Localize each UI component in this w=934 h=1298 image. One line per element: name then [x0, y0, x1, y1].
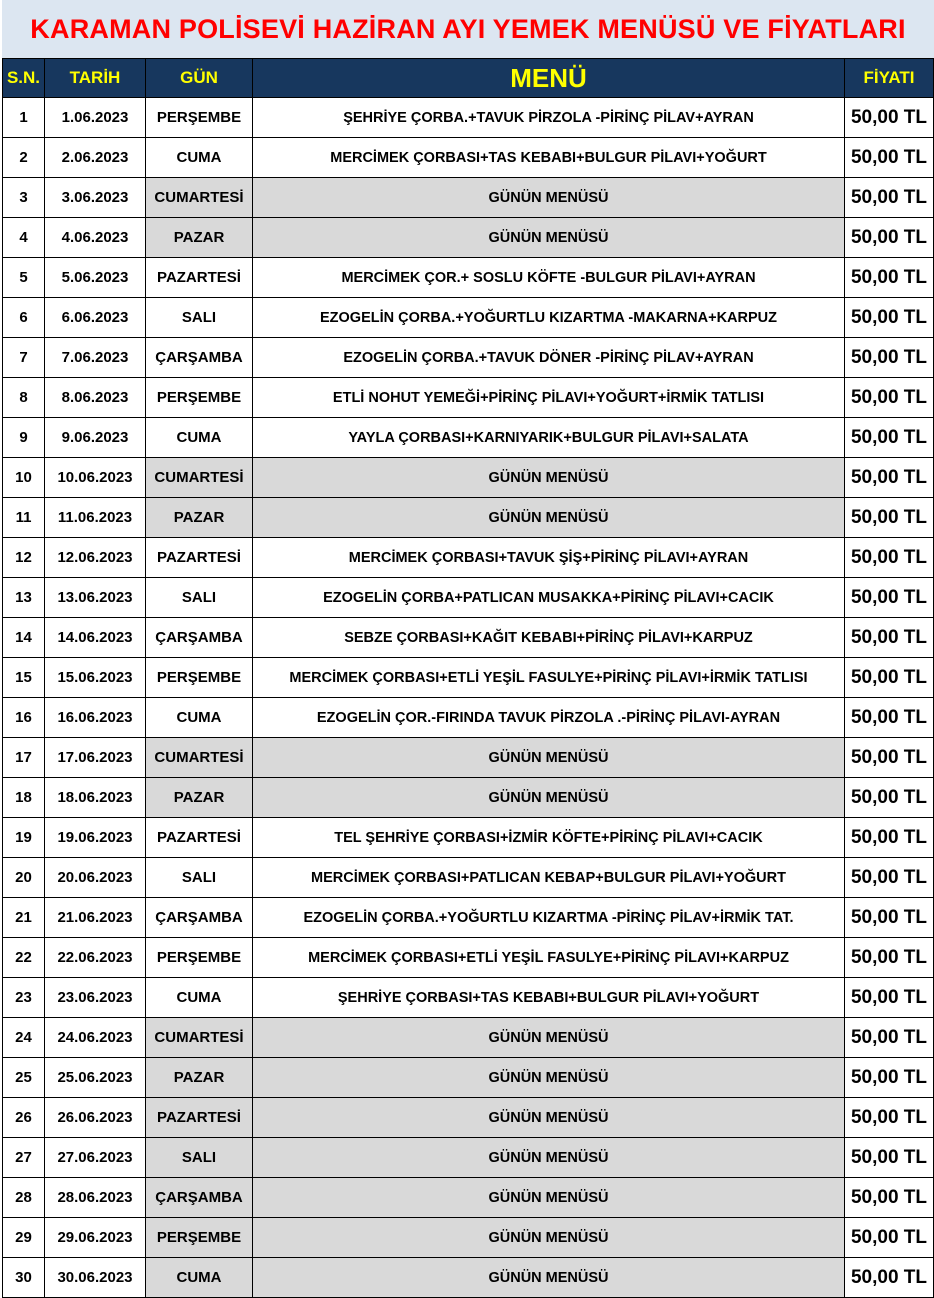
cell-day: ÇARŞAMBA — [146, 1178, 253, 1218]
cell-price: 50,00 TL — [845, 1138, 934, 1178]
cell-price: 50,00 TL — [845, 1018, 934, 1058]
cell-sn: 8 — [3, 378, 45, 418]
cell-menu: GÜNÜN MENÜSÜ — [253, 738, 845, 778]
table-row — [3, 658, 934, 698]
table-row — [3, 978, 934, 1018]
cell-price: 50,00 TL — [845, 418, 934, 458]
cell-price: 50,00 TL — [845, 338, 934, 378]
cell-price: 50,00 TL — [845, 1258, 934, 1298]
cell-date: 8.06.2023 — [45, 378, 146, 418]
cell-day: CUMARTESİ — [146, 458, 253, 498]
cell-menu: ŞEHRİYE ÇORBA.+TAVUK PİRZOLA -PİRİNÇ PİLAV+AYRAN — [253, 98, 845, 138]
cell-menu: GÜNÜN MENÜSÜ — [253, 178, 845, 218]
cell-date: 20.06.2023 — [45, 858, 146, 898]
cell-price: 50,00 TL — [845, 1098, 934, 1138]
cell-sn: 23 — [3, 978, 45, 1018]
cell-sn: 5 — [3, 258, 45, 298]
cell-day: PAZAR — [146, 1058, 253, 1098]
cell-day: PAZAR — [146, 498, 253, 538]
cell-sn: 18 — [3, 778, 45, 818]
cell-menu: ETLİ NOHUT YEMEĞİ+PİRİNÇ PİLAVI+YOĞURT+İRMİK TATLISI — [253, 378, 845, 418]
cell-menu: ŞEHRİYE ÇORBASI+TAS KEBABI+BULGUR PİLAVI+YOĞURT — [253, 978, 845, 1018]
table-row — [3, 1138, 934, 1178]
cell-price: 50,00 TL — [845, 378, 934, 418]
cell-price: 50,00 TL — [845, 218, 934, 258]
cell-date: 26.06.2023 — [45, 1098, 146, 1138]
cell-date: 23.06.2023 — [45, 978, 146, 1018]
cell-date: 6.06.2023 — [45, 298, 146, 338]
cell-day: PAZAR — [146, 218, 253, 258]
cell-menu: EZOGELİN ÇORBA+PATLICAN MUSAKKA+PİRİNÇ PİLAVI+CACIK — [253, 578, 845, 618]
header-date: TARİH — [45, 59, 146, 98]
cell-price: 50,00 TL — [845, 98, 934, 138]
cell-day: PERŞEMBE — [146, 1218, 253, 1258]
table-row — [3, 818, 934, 858]
cell-sn: 21 — [3, 898, 45, 938]
cell-day: CUMA — [146, 1258, 253, 1298]
cell-price: 50,00 TL — [845, 538, 934, 578]
cell-day: PERŞEMBE — [146, 378, 253, 418]
cell-day: PAZARTESİ — [146, 818, 253, 858]
cell-date: 4.06.2023 — [45, 218, 146, 258]
cell-date: 24.06.2023 — [45, 1018, 146, 1058]
cell-menu: EZOGELİN ÇORBA.+YOĞURTLU KIZARTMA -MAKARNA+KARPUZ — [253, 298, 845, 338]
cell-day: CUMARTESİ — [146, 1018, 253, 1058]
cell-sn: 2 — [3, 138, 45, 178]
cell-date: 2.06.2023 — [45, 138, 146, 178]
cell-sn: 30 — [3, 1258, 45, 1298]
cell-date: 14.06.2023 — [45, 618, 146, 658]
cell-date: 28.06.2023 — [45, 1178, 146, 1218]
cell-date: 10.06.2023 — [45, 458, 146, 498]
cell-sn: 1 — [3, 98, 45, 138]
cell-sn: 9 — [3, 418, 45, 458]
cell-day: PAZAR — [146, 778, 253, 818]
table-body — [3, 98, 934, 1298]
cell-sn: 4 — [3, 218, 45, 258]
cell-sn: 14 — [3, 618, 45, 658]
cell-sn: 24 — [3, 1018, 45, 1058]
cell-date: 21.06.2023 — [45, 898, 146, 938]
cell-menu: GÜNÜN MENÜSÜ — [253, 1098, 845, 1138]
cell-menu: TEL ŞEHRİYE ÇORBASI+İZMİR KÖFTE+PİRİNÇ PİLAVI+CACIK — [253, 818, 845, 858]
cell-day: PAZARTESİ — [146, 1098, 253, 1138]
cell-price: 50,00 TL — [845, 578, 934, 618]
cell-date: 17.06.2023 — [45, 738, 146, 778]
cell-day: ÇARŞAMBA — [146, 618, 253, 658]
header-sn: S.N. — [3, 59, 45, 98]
cell-menu: GÜNÜN MENÜSÜ — [253, 1218, 845, 1258]
cell-menu: MERCİMEK ÇOR.+ SOSLU KÖFTE -BULGUR PİLAVI+AYRAN — [253, 258, 845, 298]
cell-date: 11.06.2023 — [45, 498, 146, 538]
table-row — [3, 1098, 934, 1138]
cell-day: PAZARTESİ — [146, 258, 253, 298]
cell-menu: MERCİMEK ÇORBASI+ETLİ YEŞİL FASULYE+PİRİNÇ PİLAVI+KARPUZ — [253, 938, 845, 978]
table-row — [3, 738, 934, 778]
cell-menu: YAYLA ÇORBASI+KARNIYARIK+BULGUR PİLAVI+SALATA — [253, 418, 845, 458]
table-row — [3, 858, 934, 898]
header-row — [3, 59, 934, 98]
cell-date: 3.06.2023 — [45, 178, 146, 218]
table-row — [3, 898, 934, 938]
cell-price: 50,00 TL — [845, 898, 934, 938]
cell-menu: MERCİMEK ÇORBASI+PATLICAN KEBAP+BULGUR PİLAVI+YOĞURT — [253, 858, 845, 898]
cell-day: SALI — [146, 858, 253, 898]
cell-menu: GÜNÜN MENÜSÜ — [253, 1138, 845, 1178]
cell-menu: GÜNÜN MENÜSÜ — [253, 1018, 845, 1058]
cell-day: ÇARŞAMBA — [146, 898, 253, 938]
cell-day: CUMARTESİ — [146, 178, 253, 218]
cell-price: 50,00 TL — [845, 978, 934, 1018]
cell-price: 50,00 TL — [845, 1058, 934, 1098]
cell-day: CUMA — [146, 138, 253, 178]
cell-day: CUMARTESİ — [146, 738, 253, 778]
cell-date: 30.06.2023 — [45, 1258, 146, 1298]
cell-day: PERŞEMBE — [146, 98, 253, 138]
cell-date: 25.06.2023 — [45, 1058, 146, 1098]
table-row — [3, 138, 934, 178]
cell-price: 50,00 TL — [845, 818, 934, 858]
cell-date: 22.06.2023 — [45, 938, 146, 978]
header-day: GÜN — [146, 59, 253, 98]
table-row — [3, 938, 934, 978]
table-row — [3, 578, 934, 618]
cell-menu: MERCİMEK ÇORBASI+ETLİ YEŞİL FASULYE+PİRİNÇ PİLAVI+İRMİK TATLISI — [253, 658, 845, 698]
cell-day: SALI — [146, 1138, 253, 1178]
cell-price: 50,00 TL — [845, 658, 934, 698]
cell-day: CUMA — [146, 698, 253, 738]
menu-table — [2, 58, 934, 1298]
cell-date: 5.06.2023 — [45, 258, 146, 298]
table-row — [3, 1258, 934, 1298]
cell-price: 50,00 TL — [845, 858, 934, 898]
table-row — [3, 178, 934, 218]
cell-day: ÇARŞAMBA — [146, 338, 253, 378]
cell-sn: 6 — [3, 298, 45, 338]
cell-date: 29.06.2023 — [45, 1218, 146, 1258]
cell-sn: 15 — [3, 658, 45, 698]
table-row — [3, 418, 934, 458]
cell-day: PERŞEMBE — [146, 938, 253, 978]
table-row — [3, 498, 934, 538]
cell-menu: MERCİMEK ÇORBASI+TAVUK ŞİŞ+PİRİNÇ PİLAVI+AYRAN — [253, 538, 845, 578]
cell-sn: 20 — [3, 858, 45, 898]
cell-day: SALI — [146, 578, 253, 618]
table-row — [3, 698, 934, 738]
table-row — [3, 458, 934, 498]
cell-menu: MERCİMEK ÇORBASI+TAS KEBABI+BULGUR PİLAVI+YOĞURT — [253, 138, 845, 178]
cell-menu: GÜNÜN MENÜSÜ — [253, 1258, 845, 1298]
table-row — [3, 1218, 934, 1258]
table-row — [3, 778, 934, 818]
cell-menu: GÜNÜN MENÜSÜ — [253, 218, 845, 258]
table-row — [3, 378, 934, 418]
page-title: KARAMAN POLİSEVİ HAZİRAN AYI YEMEK MENÜSÜ VE FİYATLARI — [2, 0, 934, 58]
cell-sn: 26 — [3, 1098, 45, 1138]
cell-price: 50,00 TL — [845, 938, 934, 978]
cell-price: 50,00 TL — [845, 258, 934, 298]
cell-menu: SEBZE ÇORBASI+KAĞIT KEBABI+PİRİNÇ PİLAVI+KARPUZ — [253, 618, 845, 658]
cell-sn: 27 — [3, 1138, 45, 1178]
table-row — [3, 1018, 934, 1058]
cell-price: 50,00 TL — [845, 738, 934, 778]
cell-sn: 10 — [3, 458, 45, 498]
table-row — [3, 538, 934, 578]
cell-date: 9.06.2023 — [45, 418, 146, 458]
cell-date: 12.06.2023 — [45, 538, 146, 578]
cell-price: 50,00 TL — [845, 458, 934, 498]
table-row — [3, 218, 934, 258]
cell-menu: GÜNÜN MENÜSÜ — [253, 458, 845, 498]
cell-date: 16.06.2023 — [45, 698, 146, 738]
header-price: FİYATI — [845, 59, 934, 98]
cell-sn: 28 — [3, 1178, 45, 1218]
cell-price: 50,00 TL — [845, 498, 934, 538]
table-row — [3, 338, 934, 378]
cell-menu: EZOGELİN ÇORBA.+TAVUK DÖNER -PİRİNÇ PİLAV+AYRAN — [253, 338, 845, 378]
cell-sn: 29 — [3, 1218, 45, 1258]
cell-menu: GÜNÜN MENÜSÜ — [253, 778, 845, 818]
cell-day: CUMA — [146, 978, 253, 1018]
cell-date: 18.06.2023 — [45, 778, 146, 818]
cell-sn: 25 — [3, 1058, 45, 1098]
cell-sn: 16 — [3, 698, 45, 738]
table-row — [3, 1058, 934, 1098]
cell-sn: 7 — [3, 338, 45, 378]
table-row — [3, 1178, 934, 1218]
cell-sn: 12 — [3, 538, 45, 578]
table-row — [3, 98, 934, 138]
cell-date: 15.06.2023 — [45, 658, 146, 698]
cell-menu: GÜNÜN MENÜSÜ — [253, 1058, 845, 1098]
cell-price: 50,00 TL — [845, 1178, 934, 1218]
table-header — [3, 59, 934, 98]
cell-menu: EZOGELİN ÇOR.-FIRINDA TAVUK PİRZOLA .-PİRİNÇ PİLAVI-AYRAN — [253, 698, 845, 738]
cell-date: 1.06.2023 — [45, 98, 146, 138]
cell-sn: 22 — [3, 938, 45, 978]
table-row — [3, 298, 934, 338]
cell-price: 50,00 TL — [845, 778, 934, 818]
cell-day: PERŞEMBE — [146, 658, 253, 698]
cell-sn: 11 — [3, 498, 45, 538]
cell-price: 50,00 TL — [845, 178, 934, 218]
cell-sn: 17 — [3, 738, 45, 778]
table-row — [3, 618, 934, 658]
cell-menu: GÜNÜN MENÜSÜ — [253, 498, 845, 538]
cell-day: SALI — [146, 298, 253, 338]
cell-price: 50,00 TL — [845, 1218, 934, 1258]
header-menu: MENÜ — [253, 59, 845, 98]
cell-date: 7.06.2023 — [45, 338, 146, 378]
cell-price: 50,00 TL — [845, 698, 934, 738]
cell-menu: EZOGELİN ÇORBA.+YOĞURTLU KIZARTMA -PİRİNÇ PİLAV+İRMİK TAT. — [253, 898, 845, 938]
cell-day: CUMA — [146, 418, 253, 458]
cell-sn: 13 — [3, 578, 45, 618]
cell-day: PAZARTESİ — [146, 538, 253, 578]
cell-date: 19.06.2023 — [45, 818, 146, 858]
cell-date: 13.06.2023 — [45, 578, 146, 618]
cell-price: 50,00 TL — [845, 618, 934, 658]
cell-sn: 3 — [3, 178, 45, 218]
cell-sn: 19 — [3, 818, 45, 858]
cell-menu: GÜNÜN MENÜSÜ — [253, 1178, 845, 1218]
cell-date: 27.06.2023 — [45, 1138, 146, 1178]
cell-price: 50,00 TL — [845, 138, 934, 178]
table-row — [3, 258, 934, 298]
cell-price: 50,00 TL — [845, 298, 934, 338]
